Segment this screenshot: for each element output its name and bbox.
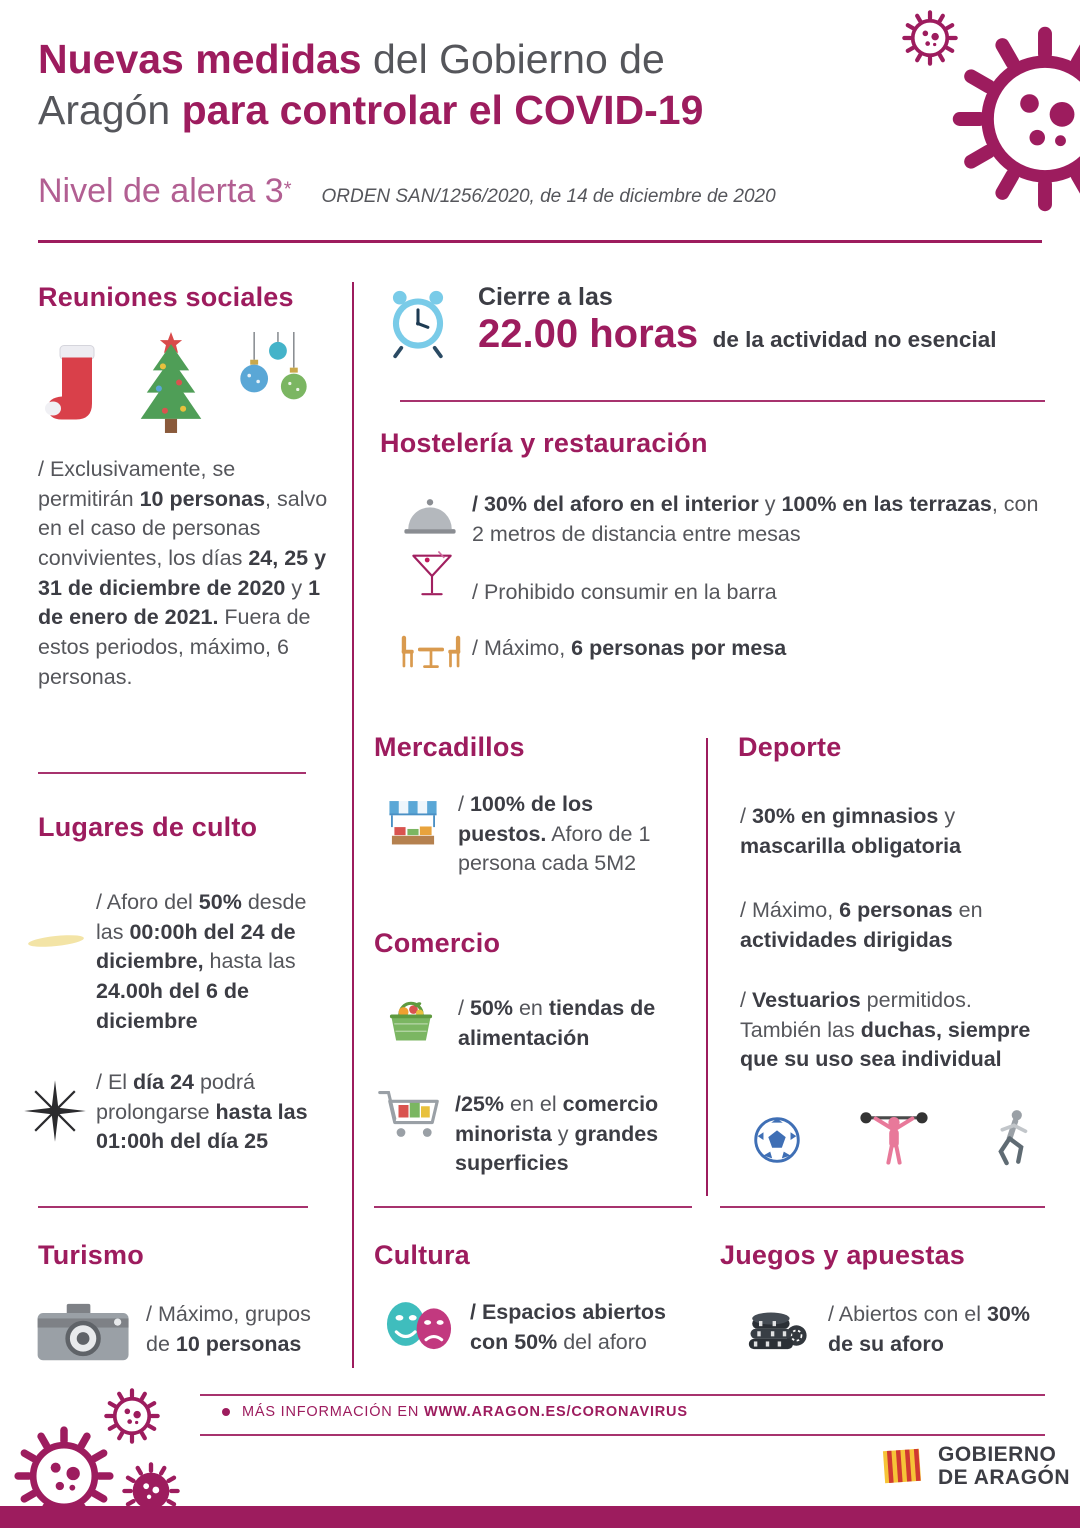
closing-line2	[478, 312, 996, 357]
culto-item-2: / El día 24 podrá prolongarse hasta las 01:00h del día 25	[96, 1070, 308, 1154]
section-divider	[400, 400, 1045, 402]
turismo-item: / Máximo, grupos de 10 personas	[146, 1302, 311, 1356]
header-divider	[38, 240, 1042, 243]
hosteleria-item-1: / 30% del aforo en el interior y 100% en las terrazas, con 2 metros de distancia entre mesas	[472, 492, 1039, 546]
closing-tail: de la actividad no esencial	[712, 327, 997, 352]
alarm-clock-icon	[380, 284, 456, 360]
bullet-icon	[222, 1408, 230, 1416]
section-title-cultura: Cultura	[374, 1240, 470, 1270]
order-reference: ORDEN SAN/1256/2020, de 14 de diciembre de 2020	[321, 186, 776, 207]
column-divider	[352, 282, 354, 1368]
hosteleria-item-2: / Prohibido consumir en la barra	[472, 580, 777, 604]
grocery-basket-icon	[380, 988, 442, 1046]
star-icon	[22, 1078, 88, 1144]
section-divider	[38, 772, 306, 774]
alert-level: Nivel de alerta 3*	[38, 172, 292, 210]
virus-icon	[902, 10, 958, 66]
deporte-item-1: / 30% en gimnasios y mascarilla obligatoria	[740, 804, 962, 858]
alert-asterisk: *	[283, 178, 292, 201]
section-title-hosteleria: Hostelería y restauración	[380, 428, 708, 458]
logo-line2: DE ARAGÓN	[938, 1466, 1071, 1489]
section-title-mercadillos: Mercadillos	[374, 732, 525, 762]
page-title	[38, 34, 908, 136]
culto-item-1: / Aforo del 50% desde las 00:00h del 24 de diciembre, hasta las 24.00h del 6 de diciembre	[96, 890, 307, 1033]
closing-time: 22.00 horas	[478, 312, 699, 356]
deporte-item-2: / Máximo, 6 personas en actividades dirigidas	[740, 898, 983, 952]
cultura-item: / Espacios abiertos con 50% del aforo	[470, 1300, 666, 1354]
footer-info-text	[242, 1404, 688, 1420]
closing-line1: Cierre a las	[478, 283, 613, 311]
bottom-color-bar	[0, 1506, 1080, 1528]
poker-chips-icon	[742, 1296, 810, 1358]
shopping-cart-icon	[376, 1086, 446, 1144]
theater-masks-icon	[376, 1292, 462, 1360]
reuniones-body: / Exclusivamente, se permitirán 10 personas, salvo en el caso de personas convivientes, los días 24, 25 y 31 de diciembre de 2020 y 1 de enero de 2021. Fuera de estos periodos, máximo, 6 personas.	[38, 457, 328, 689]
market-stall-icon	[382, 796, 444, 852]
logo-line1: GOBIERNO	[938, 1442, 1057, 1466]
column-divider	[706, 738, 708, 1196]
runner-icon	[982, 1105, 1040, 1169]
info-prefix: MÁS INFORMACIÓN EN	[242, 1404, 420, 1420]
section-divider	[38, 1206, 308, 1208]
soccer-ball-icon	[748, 1111, 806, 1169]
aragon-flag-icon	[878, 1442, 926, 1490]
deporte-item-3: / Vestuarios permitidos. También las duchas, siempre que su uso sea individual	[740, 988, 1031, 1072]
logo-text	[938, 1443, 1070, 1489]
section-title-reuniones: Reuniones sociales	[38, 282, 294, 312]
christmas-tree-icon	[130, 330, 212, 436]
candle-glow-icon	[26, 932, 86, 950]
juegos-item: / Abiertos con el 30% de su aforo	[828, 1302, 1030, 1356]
sports-icons	[748, 1105, 1040, 1169]
table-chairs-icon	[398, 626, 464, 672]
ornaments-icon	[232, 332, 312, 436]
section-title-deporte: Deporte	[738, 732, 842, 762]
cocktail-icon	[408, 548, 456, 604]
footer-info	[222, 1404, 688, 1420]
info-url-link[interactable]: WWW.ARAGON.ES/CORONAVIRUS	[423, 1404, 688, 1420]
section-title-turismo: Turismo	[38, 1240, 144, 1270]
footer-divider-bottom	[200, 1434, 1045, 1436]
camera-icon	[34, 1300, 134, 1366]
page-title-line1: Nuevas medidas del Gobierno de	[38, 36, 665, 82]
comercio-item-1: / 50% en tiendas de alimentación	[458, 996, 656, 1050]
section-title-culto: Lugares de culto	[38, 812, 258, 842]
alert-level-row	[38, 172, 776, 211]
section-title-juegos: Juegos y apuestas	[720, 1240, 966, 1270]
comercio-item-2: /25% en el comercio minorista y grandes superficies	[455, 1092, 659, 1176]
stocking-icon	[40, 338, 110, 436]
section-divider	[374, 1206, 692, 1208]
weightlifter-icon	[858, 1105, 930, 1169]
mercadillos-item: / 100% de los puestos. Aforo de 1 persona cada 5M2	[458, 792, 651, 876]
christmas-icons	[40, 330, 312, 436]
closing-time-block	[478, 283, 996, 357]
hosteleria-item-3: / Máximo, 6 personas por mesa	[472, 636, 787, 660]
cloche-icon	[398, 492, 462, 542]
section-divider	[720, 1206, 1045, 1208]
section-title-comercio: Comercio	[374, 928, 501, 958]
virus-icon	[952, 26, 1080, 212]
page-title-line2: Aragón para controlar el COVID-19	[38, 86, 704, 133]
gobierno-aragon-logo	[878, 1442, 1070, 1490]
footer-divider-top	[200, 1394, 1045, 1396]
